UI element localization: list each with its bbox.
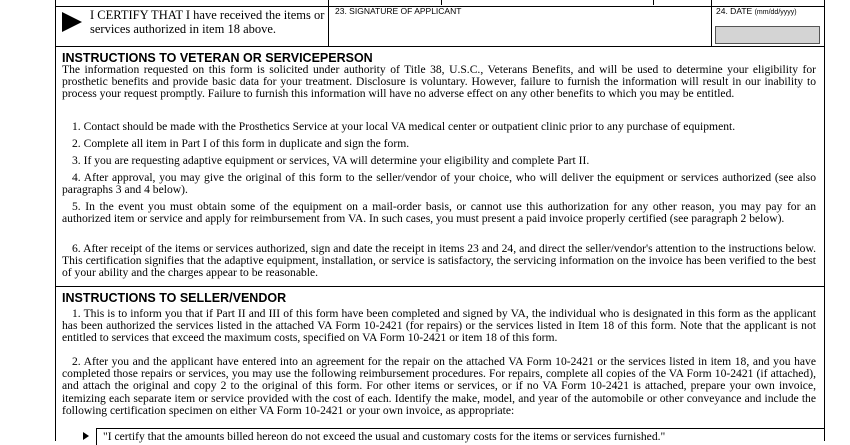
section-divider: [56, 286, 824, 287]
certification-text: I CERTIFY THAT I have received the items or services authorized in item 18 above.: [90, 8, 325, 36]
veteran-intro: The information requested on this form is solicited under authority of Title 38, U.S.C., Veterans Benefits, and will be used to determine your eligibility for prosthetic benefits and provide basic data for your treatment. Disclosure is voluntary. However, failure to furnish the information will result in our inability to process your request promptly. Failure to furnish this information will have no adverse effect on any other benefits to which you may be entitled.: [62, 63, 816, 101]
date-label: 24. DATE (mm/dd/yyyy): [716, 6, 797, 16]
veteran-instructions-heading: INSTRUCTIONS TO VETERAN OR SERVICEPERSON: [62, 51, 373, 65]
seller-instructions-heading: INSTRUCTIONS TO SELLER/VENDOR: [62, 291, 287, 305]
form-page: [55, 0, 825, 441]
pointer-arrow-icon: [83, 432, 89, 440]
seller-item-2: 2. After you and the applicant have entered into an agreement for the repair on the attached VA Form 10-2421 or the services listed in item 18, and you have completed those repairs or services, you may use the following reimbursement procedures. For repairs, complete all copies of the VA Form 10-2421 (if attached), and attach the original and copy 2 to the original of this form. For other items or services, or if no VA Form 10-2421 is attached, prepare your own invoice, itemizing each separate item or service provided with the cost of each. Identify the make, model, and year of the automobile or other conveyance and include the following certification specimen on either VA Form 10-2421 or your own invoice, as appropriate:: [62, 355, 816, 417]
signature-field[interactable]: [329, 0, 712, 46]
veteran-item-5: 5. In the event you must obtain some of the equipment on a mail-order basis, or cannot use this authorization for any other reason, you may pay for an authorized item or service and apply for reimbursement from VA. In such cases, you must present a paid invoice properly certified (see paragraph 2 below).: [62, 200, 816, 226]
certification-specimen-box: [96, 428, 825, 445]
certification-row: [56, 0, 824, 47]
date-input[interactable]: [715, 26, 820, 44]
veteran-item-3: 3. If you are requesting adaptive equipment or services, VA will determine your eligibility and complete Part II.: [72, 154, 590, 167]
certification-specimen-text: "I certify that the amounts billed hereon do not exceed the usual and customary costs for the items or services furnished.": [103, 430, 666, 443]
signature-label: 23. SIGNATURE OF APPLICANT: [335, 6, 462, 16]
date-cell: [712, 0, 824, 46]
certification-cell: [56, 0, 329, 46]
veteran-item-2: 2. Complete all item in Part I of this form in duplicate and sign the form.: [72, 137, 410, 150]
play-arrow-icon: [62, 12, 82, 32]
veteran-item-1: 1. Contact should be made with the Prosthetics Service at your local VA medical center or outpatient clinic prior to any purchase of equipment.: [72, 120, 736, 133]
seller-item-1: 1. This is to inform you that if Part II and III of this form have been completed and signed by VA, the individual who is designated in this form as the applicant has been authorized the services listed in the attached VA Form 10-2421 (for repairs) or the services listed in Item 18 of this form. Note that the applicant is not entitled to services that exceed the maximum costs, specified on VA Form 10-2421 or item 18 of this form.: [62, 307, 816, 345]
veteran-item-6: 6. After receipt of the items or services authorized, sign and date the receipt in items 23 and 24, and direct the seller/vendor's attention to the instructions below. This certification signifies that the adaptive equipment, installation, or service is satisfactory, the servicing information on the invoice has been verified to the best of your ability and the charges appear to be reasonable.: [62, 242, 816, 280]
veteran-item-4: 4. After approval, you may give the original of this form to the seller/vendor of your choice, who will deliver the equipment or services authorized (see also paragraphs 3 and 4 below).: [62, 171, 816, 197]
